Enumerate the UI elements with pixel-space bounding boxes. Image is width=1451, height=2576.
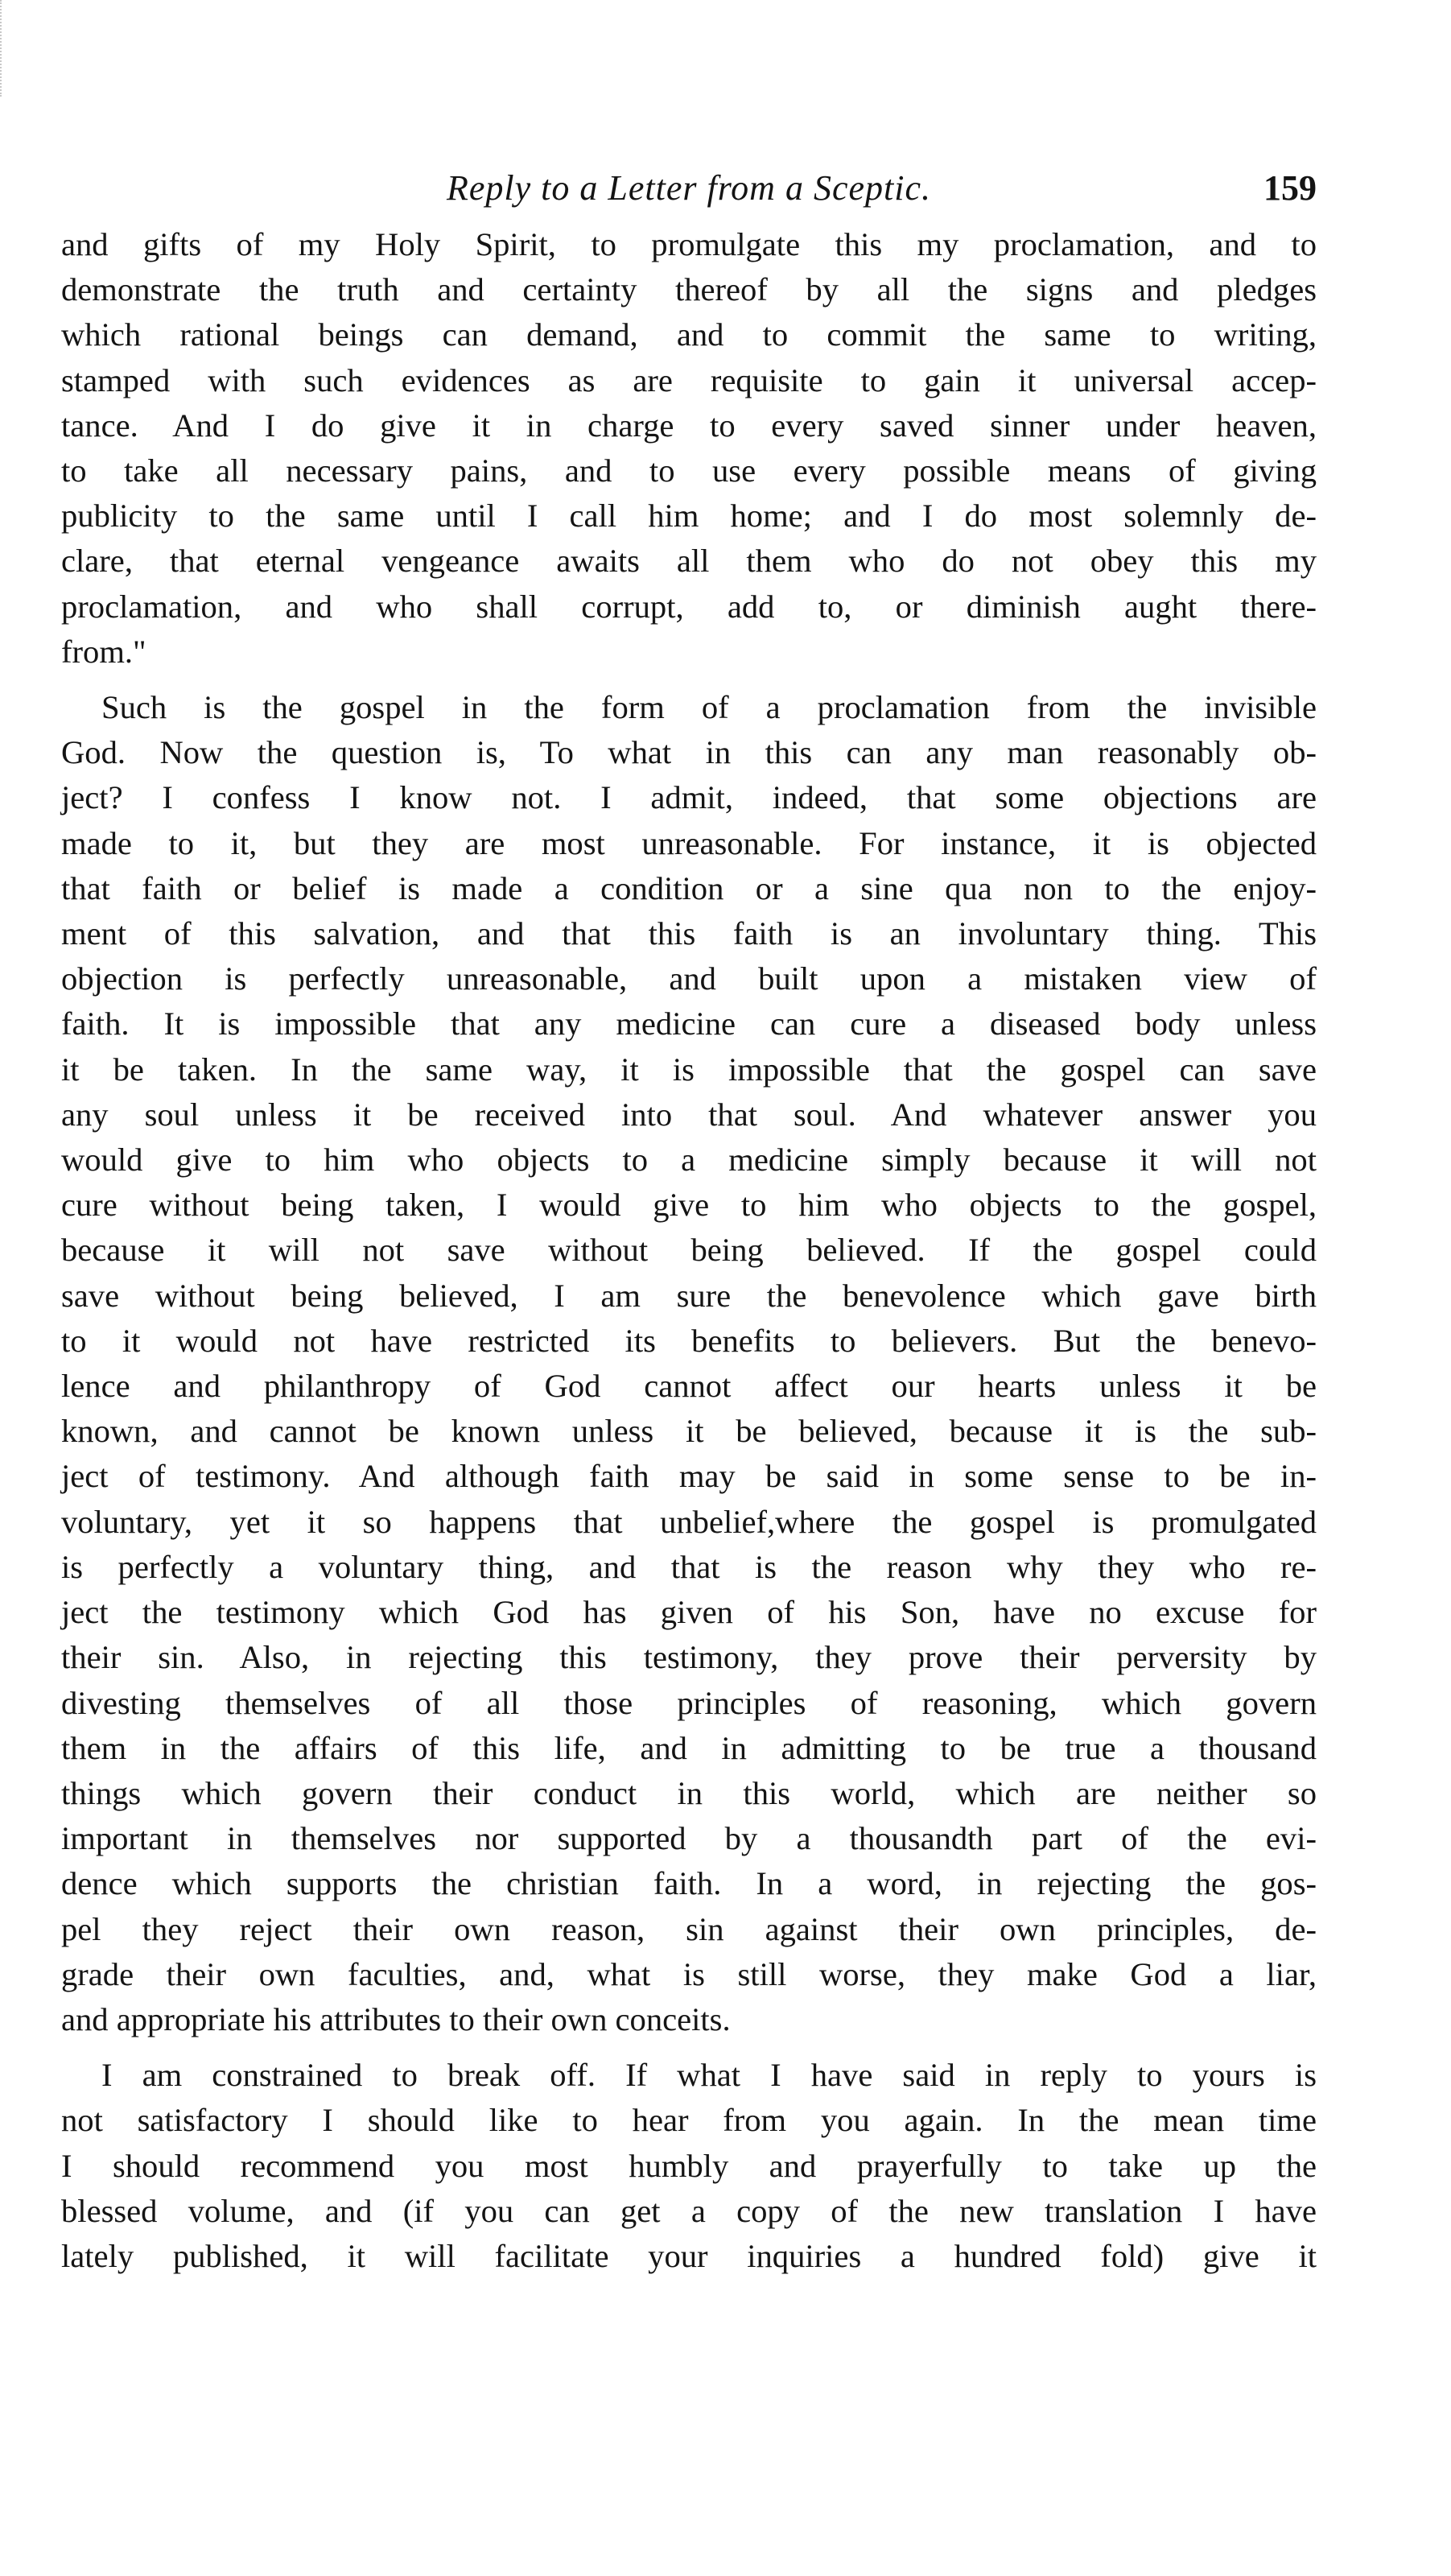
- text-line: pel they reject their own reason, sin against their own principles, de-: [61, 1910, 1317, 1947]
- text-line: important in themselves nor supported by a thousandth part of the evi-: [61, 1820, 1317, 1857]
- text-line: ject? I confess I know not. I admit, indeed, that some objections are: [61, 779, 1317, 816]
- page-number: 159: [1263, 168, 1317, 208]
- text-line: them in the affairs of this life, and in admitting to be true a thousand: [61, 1729, 1317, 1766]
- paragraph: [61, 685, 1317, 2042]
- text-line: Such is the gospel in the form of a proclamation from the invisible: [101, 689, 1317, 726]
- text-line: from.": [61, 633, 146, 670]
- text-line: and gifts of my Holy Spirit, to promulgate this my proclamation, and to: [61, 226, 1317, 262]
- text-line: objection is perfectly unreasonable, and built upon a mistaken view of: [61, 960, 1317, 997]
- text-line: proclamation, and who shall corrupt, add to, or diminish aught there-: [61, 588, 1317, 625]
- text-line: would give to him who objects to a medicine simply because it will not: [61, 1141, 1317, 1179]
- text-line: clare, that eternal vengeance awaits all them who do not obey this my: [61, 543, 1317, 580]
- text-line: save without being believed, I am sure the benevolence which gave birth: [61, 1277, 1317, 1314]
- running-title: Reply to a Letter from a Sceptic.: [446, 168, 931, 208]
- text-line: ject of testimony. And although faith may be said in some sense to be in-: [61, 1458, 1317, 1495]
- text-line: divesting themselves of all those principles of reasoning, which govern: [61, 1684, 1317, 1721]
- text-line: to it would not have restricted its benefits to believers. But the benevo-: [61, 1322, 1317, 1359]
- paragraph: [61, 222, 1317, 675]
- text-line: God. Now the question is, To what in this can any man reasonably ob-: [61, 734, 1317, 771]
- text-line: is perfectly a voluntary thing, and that is the reason why they who re-: [61, 1548, 1317, 1585]
- text-line: to take all necessary pains, and to use every possible means of giving: [61, 452, 1317, 489]
- text-line: ment of this salvation, and that this faith is an involuntary thing. This: [61, 915, 1317, 952]
- text-line: cure without being taken, I would give to him who objects to the gospel,: [61, 1187, 1317, 1224]
- text-line: lence and philanthropy of God cannot affect our hearts unless it be: [61, 1368, 1317, 1405]
- page-edge-mark: [0, 0, 5, 97]
- text-line: voluntary, yet it so happens that unbelief,where the gospel is promulgated: [61, 1503, 1317, 1540]
- text-line: ject the testimony which God has given of his Son, have no excuse for: [61, 1594, 1317, 1631]
- paragraph: [61, 2053, 1317, 2279]
- text-line: because it will not save without being believed. If the gospel could: [61, 1232, 1317, 1269]
- text-line: blessed volume, and (if you can get a copy of the new translation I have: [61, 2192, 1317, 2229]
- text-line: publicity to the same until I call him home; and I do most solemnly de-: [61, 497, 1317, 535]
- body-text: [61, 222, 1317, 2279]
- text-line: tance. And I do give it in charge to every saved sinner under heaven,: [61, 407, 1317, 444]
- text-line: demonstrate the truth and certainty thereof by all the signs and pledges: [61, 271, 1317, 308]
- text-line: I should recommend you most humbly and prayerfully to take up the: [61, 2147, 1317, 2184]
- text-line: things which govern their conduct in this world, which are neither so: [61, 1774, 1317, 1811]
- text-line: I am constrained to break off. If what I have said in reply to yours is: [101, 2057, 1317, 2094]
- text-line: dence which supports the christian faith. In a word, in rejecting the gos-: [61, 1865, 1317, 1902]
- text-line: grade their own faculties, and, what is still worse, they make God a liar,: [61, 1955, 1317, 1992]
- text-line: faith. It is impossible that any medicine can cure a diseased body unless: [61, 1005, 1317, 1042]
- text-line: it be taken. In the same way, it is impossible that the gospel can save: [61, 1051, 1317, 1088]
- text-line: not satisfactory I should like to hear from you again. In the mean time: [61, 2102, 1317, 2139]
- text-line: any soul unless it be received into that soul. And whatever answer you: [61, 1096, 1317, 1133]
- text-line: that faith or belief is made a condition or a sine qua non to the enjoy-: [61, 869, 1317, 906]
- text-line: known, and cannot be known unless it be believed, because it is the sub-: [61, 1413, 1317, 1450]
- text-line: and appropriate his attributes to their own conceits.: [61, 2000, 731, 2037]
- page-header: [61, 161, 1317, 217]
- text-line: lately published, it will facilitate your inquiries a hundred fold) give it: [61, 2237, 1317, 2274]
- text-line: stamped with such evidences as are requisite to gain it universal accep-: [61, 361, 1317, 398]
- text-line: made to it, but they are most unreasonable. For instance, it is objected: [61, 824, 1317, 861]
- text-line: their sin. Also, in rejecting this testimony, they prove their perversity by: [61, 1639, 1317, 1676]
- text-line: which rational beings can demand, and to commit the same to writing,: [61, 316, 1317, 353]
